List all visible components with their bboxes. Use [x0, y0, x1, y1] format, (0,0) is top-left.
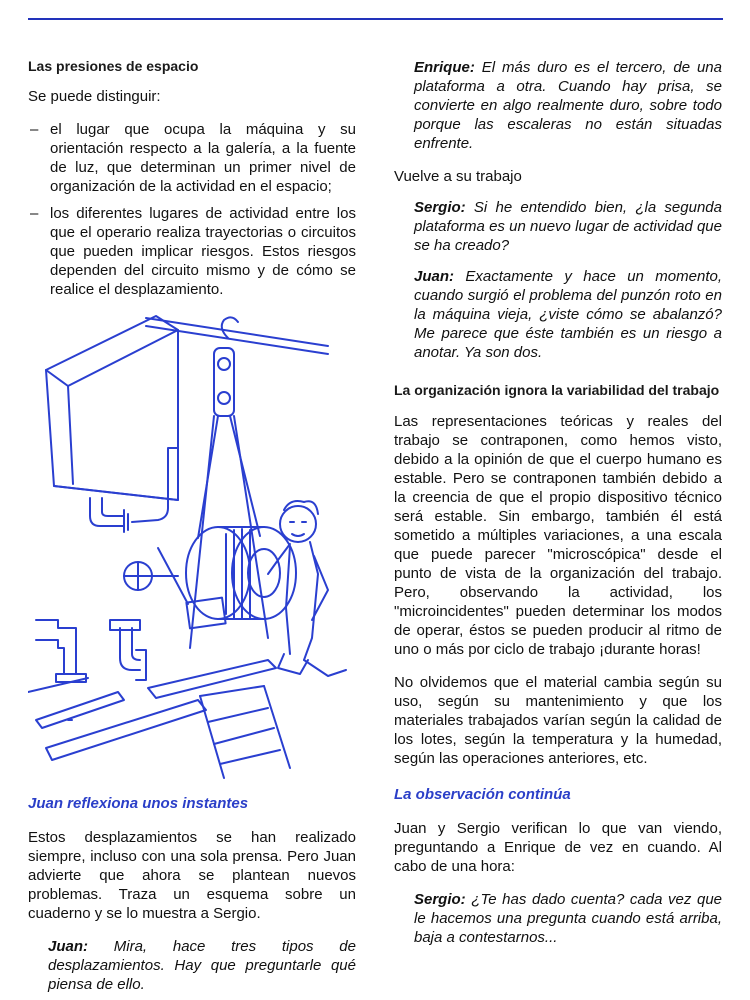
floor-pipes — [36, 620, 146, 682]
risk-list — [28, 120, 356, 299]
dialog-text: El más duro es el tercero, de una plataforma a otra. Cuando hay prisa, se convierte en algo realmente duro, sobre todo porque las escaleras no están situadas enfrente. — [414, 59, 722, 152]
pipes — [90, 448, 178, 532]
list-item: – el lugar que ocupa la máquina y su orientación respecto a la galería, a la fuente de luz, que determinan un primer nivel de organización de la actividad en el espacio; — [28, 120, 356, 196]
paragraph-desplazamientos: Estos desplazamientos se han realizado siempre, incluso con una sola prensa. Pero Juan advierte que ahora se plantean nuevos problemas. Traza un esquema sobre un cuaderno y se lo muestra a Sergio. — [28, 829, 356, 922]
dialog-juan-1 — [28, 937, 356, 994]
subtitle-observacion: La observación continúa — [394, 786, 571, 803]
machine-body — [46, 316, 178, 500]
paragraph-verifican: Juan y Sergio verifican lo que van viendo, preguntando a Enrique de vez en cuando. Al cabo de una hora: — [394, 820, 722, 875]
dialog-text: Si he entendido bien, ¿la segunda plataforma es un nuevo lugar de actividad que se ha creado? — [414, 199, 722, 254]
machine-illustration — [28, 308, 358, 788]
speaker-label: Sergio: — [414, 891, 472, 908]
subtitle-juan-reflexiona: Juan reflexiona unos instantes — [28, 795, 249, 812]
dialog-enrique — [394, 58, 722, 153]
speaker-label: Juan: — [48, 938, 114, 955]
dialog-text: ¿Te has dado cuenta? cada vez que le hacemos una pregunta cuando está arriba, baja a contestarnos... — [414, 891, 723, 946]
section-title-organizacion: La organización ignora la variabilidad del trabajo — [394, 382, 720, 398]
dialog-sergio-1 — [394, 198, 722, 255]
left-column-lower — [28, 795, 356, 994]
list-item: – los diferentes lugares de actividad entre los que el operario realiza trayectorias o circuitos que pueden implicar riesgos. Estos riesgos dependen del circuito mismo y de cómo se realice el desplazamiento. — [28, 204, 356, 299]
speaker-label: Enrique: — [414, 59, 482, 76]
intro-text: Se puede distinguir: — [28, 88, 161, 105]
worker-figure — [268, 501, 346, 676]
coil-drum — [186, 527, 296, 619]
dialog-juan-2 — [394, 267, 722, 362]
dialog-sergio-2 — [394, 890, 722, 947]
hoist — [190, 317, 268, 648]
left-column — [28, 40, 356, 299]
ladder — [200, 686, 290, 778]
paragraph-representaciones: Las representaciones teóricas y reales del trabajo se contraponen, como hemos visto, debido a la opinión de que el cuerpo humano es estable. Pero se contraponen también debido a la creencia de que el propio dispositivo técnico será estable. Sin embargo, también él está sometido a múltiples variaciones, a una escala que puede parecer "microscópica" desde el punto de vista de la organización del trabajo. Pero, observando la actividad, los "microincidentes" pueden determinar los modos de operar, éstos se pueden producir al ritmo de uno o más por ciclo de trabajo ¡durante horas! — [394, 413, 722, 658]
control-box — [158, 548, 226, 628]
overhead-beam — [146, 318, 328, 354]
speaker-label: Sergio: — [414, 199, 474, 216]
stage-direction: Vuelve a su trabajo — [394, 168, 522, 185]
section-title-presiones: Las presiones de espacio — [28, 58, 199, 74]
dialog-text: Mira, hace tres tipos de desplazamientos. Hay que preguntarle qué piensa de ello. — [48, 938, 356, 993]
top-rule — [28, 18, 723, 20]
valve-wheel — [124, 562, 178, 590]
floor-line — [28, 678, 88, 692]
right-column — [394, 58, 722, 947]
dialog-text: Exactamente y hace un momento, cuando surgió el problema del punzón roto en la máquina vieja, ¿viste cómo se abalanzó? Me parece que éste también es un riesgo a anotar. Ya son dos. — [414, 268, 722, 361]
paragraph-material: No olvidemos que el material cambia según su uso, según su mantenimiento y que los materiales trabajados varían según la calidad de los lotes, según la temperatura y la humedad, según las operaciones anteriores, etc. — [394, 674, 722, 767]
speaker-label: Juan: — [414, 268, 466, 285]
